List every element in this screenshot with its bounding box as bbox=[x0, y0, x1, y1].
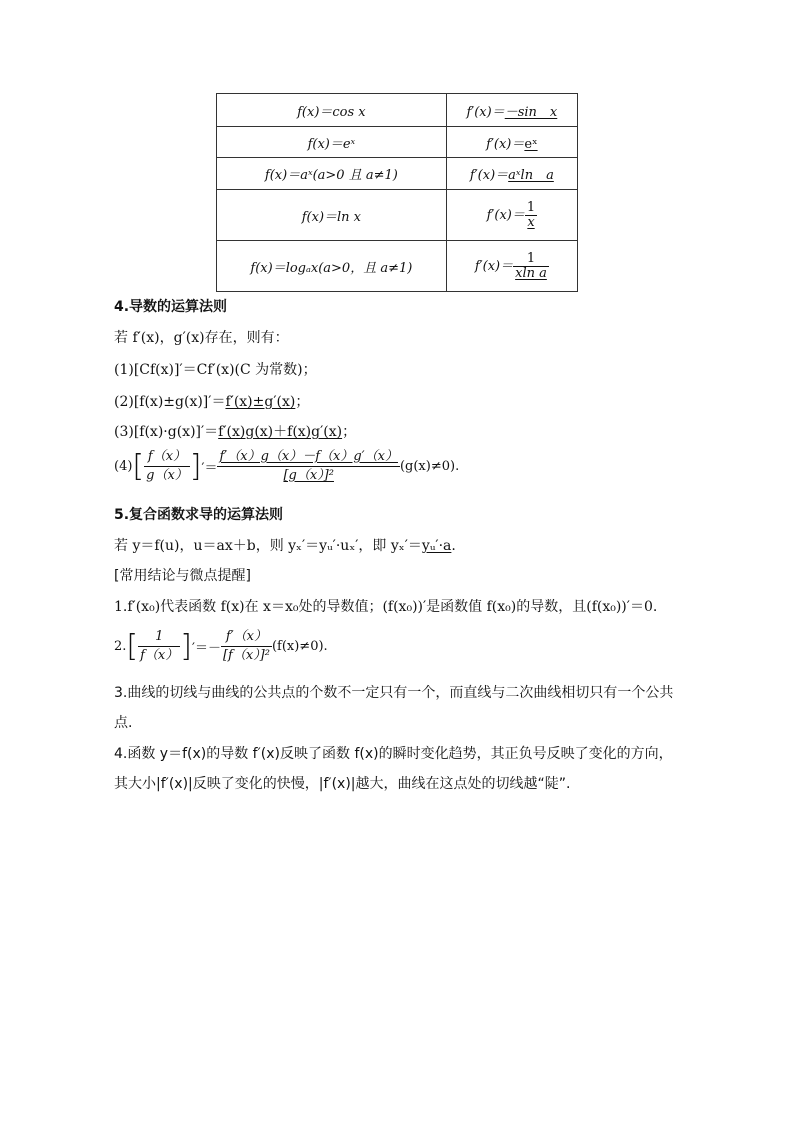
fraction: $\frac{1}{x}$ bbox=[526, 199, 536, 230]
section-4-heading: 4.导数的运算法则 bbox=[114, 299, 228, 315]
derivative-table bbox=[216, 93, 578, 292]
fraction: $\frac{f'(x)}{\text{[f（x）]²}}$ bbox=[222, 629, 270, 663]
table-cell-function: f(x)＝aˣ(a>0 且 a≠1) bbox=[217, 158, 447, 190]
fraction: $\frac{1}{f(x)}$ bbox=[140, 629, 179, 663]
table-row bbox=[217, 158, 578, 190]
table-cell-derivative: f′(x)＝ $\frac{1}{x}$ bbox=[446, 190, 577, 241]
section-5-text: 若 y＝f(u)，u＝ax＋b，则 yₓ′＝yᵤ′·uₓ′，即 yₓ′＝yᵤ′·a. bbox=[114, 538, 456, 554]
tips-heading: [常用结论与微点提醒] bbox=[114, 568, 251, 584]
rule-4: (4) [ $\frac{f(x)}{g(x)}$ ] ′＝ $\frac{f'(x)g(x)-f(x)g'(x)}{\text{[g（x）]²}}$ (g(x)≠0). bbox=[114, 448, 460, 484]
tip-3: 3.曲线的切线与曲线的公共点的个数不一定只有一个，而直线与二次曲线相切只有一个公共点. bbox=[114, 685, 674, 731]
table-cell-function: f(x)＝cos x bbox=[217, 94, 447, 127]
table-cell-derivative: f′(x)＝aˣln a bbox=[446, 158, 577, 190]
table-row bbox=[217, 94, 578, 127]
tip-2: 2. [ $\frac{1}{f(x)}$ ] ′＝－ $\frac{f'(x)}{\text{[f（x）]²}}$ (f(x)≠0). bbox=[114, 628, 328, 664]
tip-4: 4.函数 y＝f(x)的导数 f′(x)反映了函数 f(x)的瞬时变化趋势，其正负号反映了变化的方向，其大小|f′(x)|反映了变化的快慢，|f′(x)|越大，曲线在这点处的切线越“陡”. bbox=[114, 746, 673, 792]
fraction: $\frac{f'(x)g(x)-f(x)g'(x)}{\text{[g（x）]²}}$ bbox=[219, 449, 398, 483]
fraction: $\frac{f(x)}{g(x)}$ bbox=[146, 449, 188, 483]
table-cell-derivative: f′(x)＝ $\frac{1}{\text{xln a}}$ bbox=[446, 241, 577, 292]
table-cell-function: f(x)＝eˣ bbox=[217, 127, 447, 158]
section-5-heading: 5.复合函数求导的运算法则 bbox=[114, 507, 284, 523]
table-cell-function: f(x)＝logₐx(a>0，且 a≠1) bbox=[217, 241, 447, 292]
rule-2: (2)[f(x)±g(x)]′＝f′(x)±g′(x)； bbox=[114, 394, 310, 410]
rule-3: (3)[f(x)·g(x)]′＝f′(x)g(x)＋f(x)g′(x)； bbox=[114, 424, 357, 440]
table-row bbox=[217, 190, 578, 241]
table-row bbox=[217, 127, 578, 158]
table-cell-derivative: f′(x)＝eˣ bbox=[446, 127, 577, 158]
table-cell-function: f(x)＝ln x bbox=[217, 190, 447, 241]
fraction: $\frac{1}{\text{xln a}}$ bbox=[515, 250, 547, 281]
table-row bbox=[217, 241, 578, 292]
table-cell-derivative: f′(x)＝－sin x bbox=[446, 94, 577, 127]
rule-1: (1)[Cf(x)]′＝Cf′(x)(C 为常数)； bbox=[114, 362, 317, 378]
tip-1: 1.f′(x₀)代表函数 f(x)在 x＝x₀处的导数值；(f(x₀))′是函数值 f(x₀)的导数，且(f(x₀))′＝0. bbox=[114, 599, 658, 615]
section-4-intro: 若 f′(x)，g′(x)存在，则有： bbox=[114, 330, 289, 346]
